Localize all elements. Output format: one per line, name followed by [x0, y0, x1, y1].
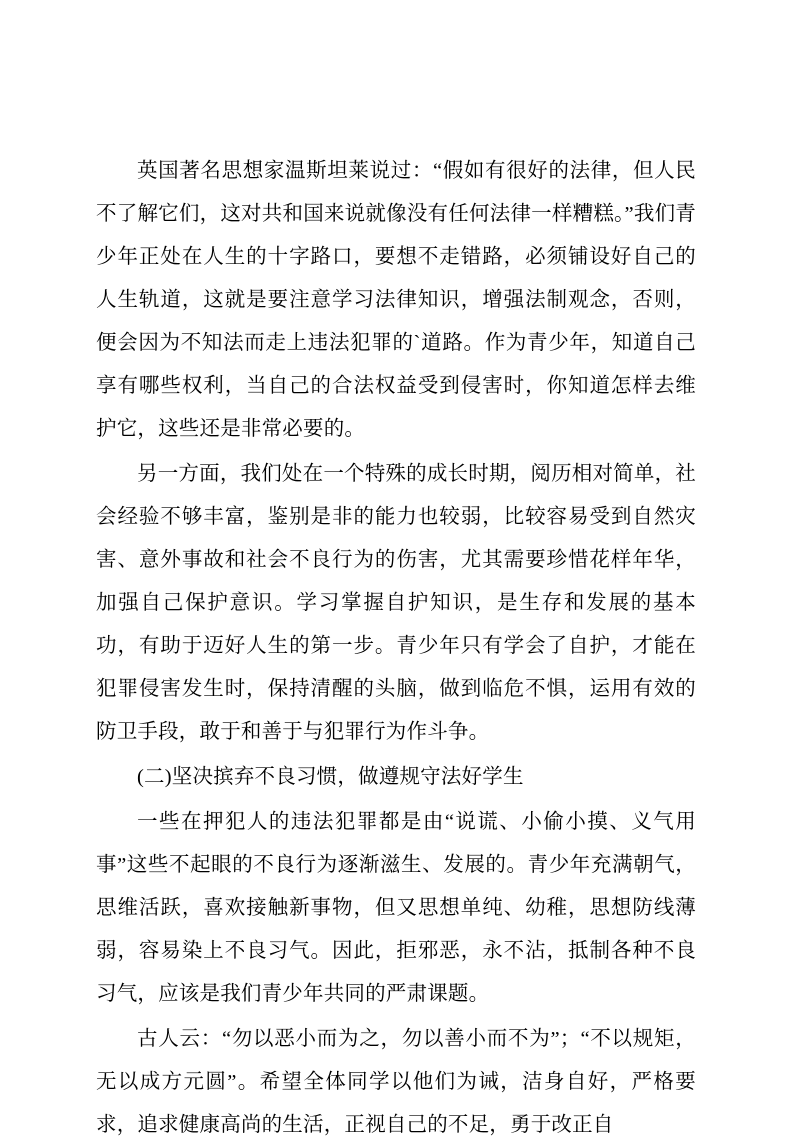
section-heading: (二)坚决摈弃不良习惯，做遵规守法好学生: [137, 766, 524, 788]
document-body: [96, 150, 696, 1147]
paragraph: 古人云：“勿以恶小而为之，勿以善小而不为”；“不以规矩，无以成方元圆”。希望全体同学以他们为诫，洁身自好，严格要求，追求健康高尚的生活，正视自己的不足，勇于改正自: [96, 1028, 696, 1136]
paragraph: 另一方面，我们处在一个特殊的成长时期，阅历相对简单，社会经验不够丰富，鉴别是非的能力也较弱，比较容易受到自然灾害、意外事故和社会不良行为的伤害，尤其需要珍惜花样年华，加强自己保护意识。学习掌握自护知识，是生存和发展的基本功，有助于迈好人生的第一步。青少年只有学会了自护，才能在犯罪侵害发生时，保持清醒的头脑，做到临危不惧，运用有效的防卫手段，敢于和善于与犯罪行为作斗争。: [96, 463, 696, 743]
paragraph: 一些在押犯人的违法犯罪都是由“说谎、小偷小摸、义气用事”这些不起眼的不良行为逐渐滋生、发展的。青少年充满朝气，思维活跃，喜欢接触新事物，但又思想单纯、幼稚，思想防线薄弱，容易染上不良习气。因此，拒邪恶，永不沾，抵制各种不良习气，应该是我们青少年共同的严肃课题。: [96, 811, 696, 1005]
paragraph: 英国著名思想家温斯坦莱说过：“假如有很好的法律，但人民不了解它们，这对共和国来说就像没有任何法律一样糟糕。”我们青少年正处在人生的十字路口，要想不走错路，必须铺设好自己的人生轨道，这就是要注意学习法律知识，增强法制观念，否则，便会因为不知法而走上违法犯罪的`道路。作为青少年，知道自己享有哪些权利，当自己的合法权益受到侵害时，你知道怎样去维护它，这些还是非常必要的。: [96, 160, 696, 440]
